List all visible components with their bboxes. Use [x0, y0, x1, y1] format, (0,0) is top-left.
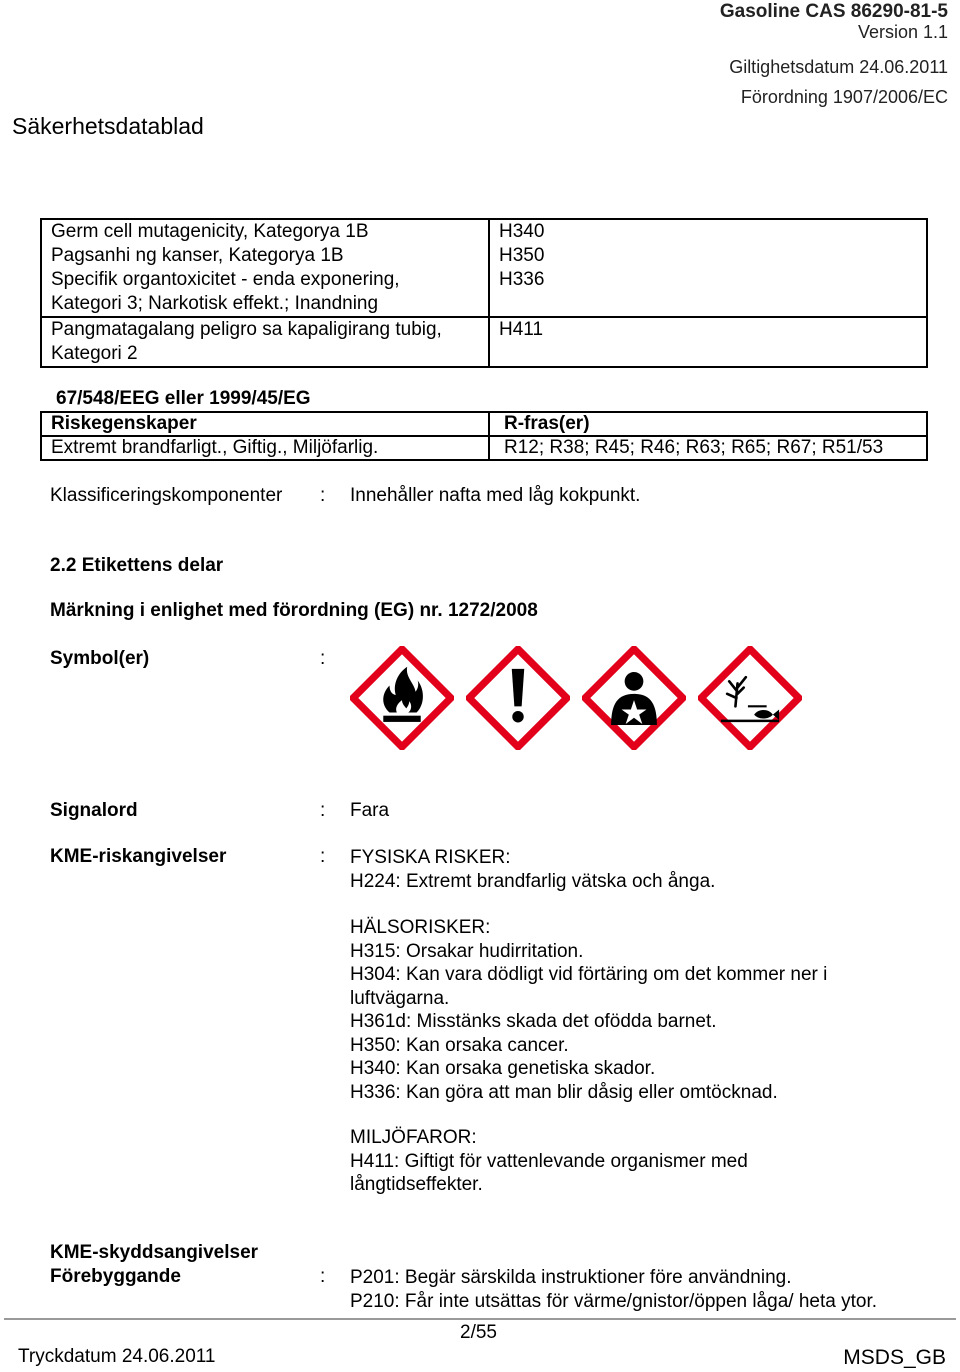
- risk-line: H350: Kan orsaka cancer.: [350, 1034, 569, 1056]
- symbols-label: Symbol(er): [50, 648, 150, 669]
- risk-statements-label: KME-riskangivelser: [50, 846, 227, 867]
- regulation-label: Förordning 1907/2006/EC: [740, 87, 948, 107]
- risk-properties-header: Riskegenskaper: [41, 412, 489, 436]
- precautionary-statements: [350, 1266, 877, 1313]
- table-row: [41, 219, 927, 317]
- doc-title: Säkerhetsdatablad: [12, 113, 204, 139]
- risk-line: H361d: Misstänks skada det ofödda barnet.: [350, 1011, 717, 1032]
- hazard-class-cell: [41, 219, 489, 317]
- precaution-line: P210: Får inte utsättas för värme/gnistor/öppen låga/ heta ytor.: [350, 1290, 878, 1312]
- hazard-classification-table: [40, 218, 928, 368]
- hazard-class-line: Specifik organtoxicitet - enda exponering,: [51, 269, 400, 290]
- version-label: Version 1.1: [857, 22, 948, 42]
- components-sep: :: [320, 485, 326, 506]
- risk-line: långtidseffekter.: [350, 1174, 483, 1195]
- table-row: [41, 412, 927, 436]
- footer-divider: [4, 1318, 956, 1320]
- environment-icon: [698, 646, 802, 750]
- hazard-class-line: Kategori 3; Narkotisk effekt.; Inandning: [51, 293, 379, 314]
- section-subheading: Märkning i enlighet med förordning (EG) nr. 1272/2008: [50, 600, 538, 621]
- risk-line: MILJÖFAROR:: [350, 1127, 477, 1148]
- precautionary-label: KME-skyddsangivelser: [50, 1242, 259, 1263]
- table-row: [41, 317, 927, 367]
- risk-line: FYSISKA RISKER:: [350, 847, 511, 868]
- hazard-class-line: Pangmatagalang peligro sa kapaligirang tubig,: [51, 319, 442, 340]
- hazard-class-line: Pagsanhi ng kanser, Kategorya 1B: [51, 245, 344, 266]
- risk-line: H315: Orsakar hudirritation.: [350, 940, 584, 962]
- r-phrases-header: R-fras(er): [489, 412, 927, 436]
- risk-statements-sep: :: [320, 846, 326, 867]
- r-phrases-value: R12; R38; R45; R46; R63; R65; R67; R51/53: [489, 436, 927, 460]
- environmental-hazards-group: [350, 1126, 748, 1197]
- symbols-sep: :: [320, 648, 326, 669]
- exclamation-icon: [466, 646, 570, 750]
- risk-line: luftvägarna.: [350, 987, 450, 1009]
- hazard-code-cell: [489, 219, 927, 317]
- section-heading: 2.2 Etikettens delar: [50, 555, 224, 576]
- risk-line: H224: Extremt brandfarlig vätska och ånga.: [350, 870, 716, 892]
- page-number: 2/55: [460, 1322, 497, 1343]
- print-date: Tryckdatum 24.06.2011: [18, 1346, 216, 1367]
- product-name: Gasoline CAS 86290-81-5: [719, 1, 948, 22]
- eec-directive: 67/548/EEG eller 1999/45/EG: [56, 388, 311, 409]
- hazard-class-line: Germ cell mutagenicity, Kategorya 1B: [51, 221, 369, 242]
- signal-word-sep: :: [320, 800, 326, 821]
- signal-word-label: Signalord: [50, 800, 138, 821]
- flame-icon: [350, 646, 454, 750]
- risk-line: H304: Kan vara dödligt vid förtäring om det kommer ner i: [350, 964, 828, 985]
- components-label: Klassificeringskomponenter: [50, 485, 283, 506]
- risk-line: H336: Kan göra att man blir dåsig eller omtöcknad.: [350, 1081, 778, 1103]
- health-hazards-group: [350, 916, 827, 1104]
- table-row: [41, 436, 927, 460]
- hazard-class-cell: [41, 317, 489, 367]
- hazard-code: H336: [499, 269, 545, 290]
- physical-hazards-group: [350, 846, 715, 893]
- risk-properties-value: Extremt brandfarligt., Giftig., Miljöfarlig.: [41, 436, 489, 460]
- risk-line: H340: Kan orsaka genetiska skador.: [350, 1058, 656, 1079]
- risk-line: HÄLSORISKER:: [350, 917, 491, 938]
- doc-code: MSDS_GB: [843, 1346, 946, 1369]
- signal-word-value: Fara: [350, 800, 390, 821]
- health-hazard-icon: [582, 646, 686, 750]
- precaution-line: P201: Begär särskilda instruktioner före användning.: [350, 1267, 792, 1288]
- hazard-code: H350: [499, 245, 545, 266]
- components-value: Innehåller nafta med låg kokpunkt.: [350, 485, 641, 506]
- validity-date: Giltighetsdatum 24.06.2011: [729, 57, 948, 77]
- eec-risk-table: [40, 411, 928, 461]
- precautionary-sep: :: [320, 1266, 326, 1287]
- hazard-code-cell: [489, 317, 927, 367]
- hazard-class-line: Kategori 2: [51, 343, 138, 364]
- hazard-code: H411: [499, 319, 544, 340]
- hazard-code: H340: [499, 221, 545, 242]
- risk-line: H411: Giftigt för vattenlevande organismer med: [350, 1150, 748, 1172]
- prevention-label: Förebyggande: [50, 1266, 181, 1287]
